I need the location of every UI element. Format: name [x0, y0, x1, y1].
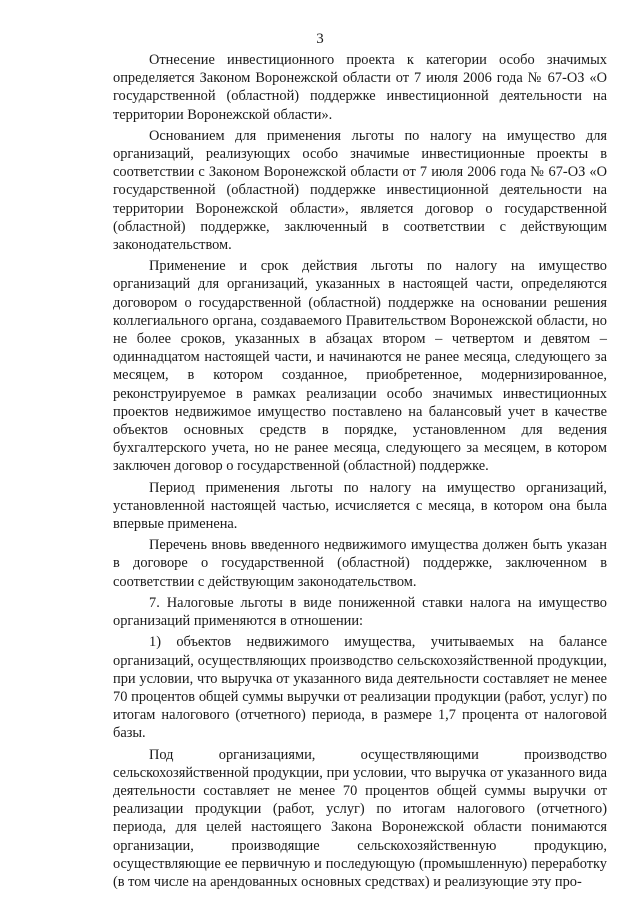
- document-body: [113, 51, 607, 894]
- paragraph-agricultural-property: 1) объектов недвижимого имущества, учитываемых на балансе организаций, осуществляющих производство сельскохозяйственной продукции, при условии, что выручка от указанного вида деятельности составляет не менее 70 процентов общей суммы выручки от реализации продукции (работ, услуг) по итогам налогового (отчетного) периода, в размере 1,7 процента от налоговой базы.: [113, 634, 607, 742]
- paragraph-benefit-period: Период применения льготы по налогу на имущество организаций, установленной настоящей частью, исчисляется с месяца, в котором она была впервые применена.: [113, 479, 607, 533]
- paragraph-project-category: Отнесение инвестиционного проекта к категории особо значимых определяется Законом Воронежской области от 7 июля 2006 года № 67-ОЗ «О государственной (областной) поддержке инвестиционной деятельности на территории Воронежской области».: [113, 52, 607, 123]
- paragraph-property-list: Перечень вновь введенного недвижимого имущества должен быть указан в договоре о государственной (областной) поддержке, заключенном в соответствии с действующим законодательством.: [113, 537, 607, 590]
- paragraph-benefit-basis: Основанием для применения льготы по налогу на имущество для организаций, реализующих особо значимые инвестиционные проекты в соответствии с Законом Воронежской области от 7 июля 2006 года № 67-ОЗ «О государственной (областной) поддержке инвестиционной деятельности на территории Воронежской области», является договор о государственной (областной) поддержке, заключенный в соответствии с действующим законодательством.: [113, 127, 607, 254]
- paragraph-agricultural-definition: Под организациями, осуществляющими производство сельскохозяйственной продукции, при условии, что выручка от указанного вида деятельности составляет не менее 70 процентов общей суммы выручки от реализации продукции (работ, услуг) по итогам налогового (отчетного) периода, для целей настоящего Закона Воронежской области понимаются организации, производящие сельскохозяйственную продукцию, осуществляющие ее первичную и последующую (промышленную) переработку (в том числе на арендованных основных средствах) и реализующие эту про-: [113, 746, 607, 890]
- paragraph-benefit-term: Применение и срок действия льготы по налогу на имущество организаций для организаций, указанных в настоящей части, определяются договором о государственной (областной) поддержке на основании решения коллегиального органа, создаваемого Правительством Воронежской области, но не более сроков, указанных в абзацах втором – четвертом и девятом – одиннадцатом настоящей части, и начинаются не ранее месяца, следующего за месяцем, в котором созданное, приобретенное, модернизированное, реконструируемое в рамках реализации особо значимых инвестиционных проектов недвижимое имущество поставлено на балансовый учет в качестве объектов основных средств в порядке, установленном для ведения бухгалтерского учета, но не ранее месяца, следующего за месяцем, в котором заключен договор о государственной (областной) поддержке.: [113, 258, 607, 475]
- page-number: 3: [316, 31, 324, 47]
- paragraph-reduced-rate: 7. Налоговые льготы в виде пониженной ставки налога на имущество организаций применяются в отношении:: [113, 594, 607, 630]
